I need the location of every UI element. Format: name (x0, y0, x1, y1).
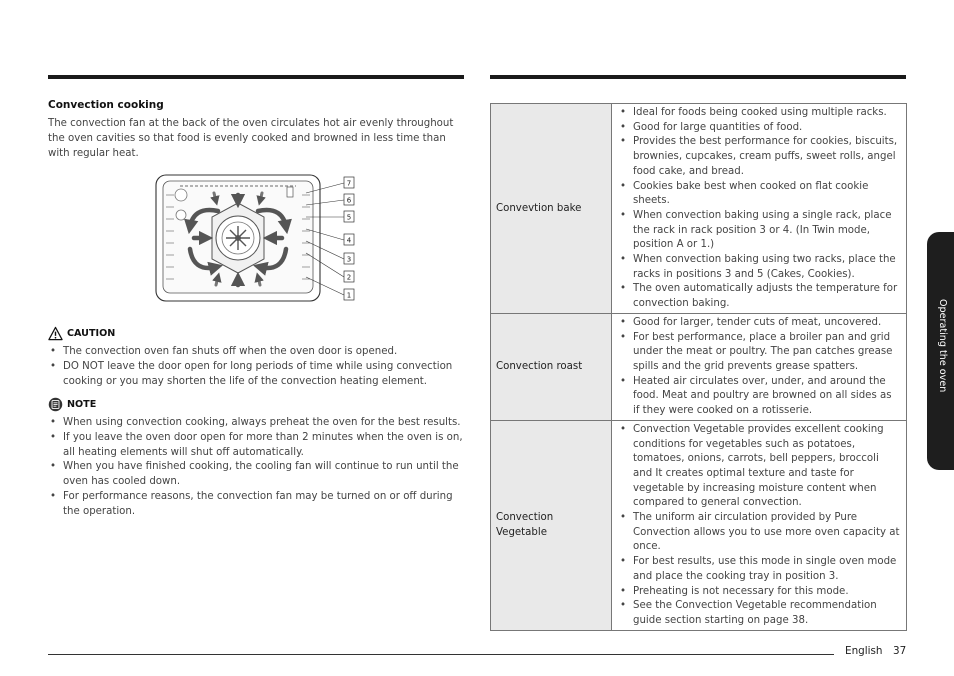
list-item: • For best performance, place a broiler pan and grid under the meat or poultry. The pan catches grease spills and the grid prevents grease spatters. (618, 331, 900, 375)
rack-position-labels (344, 177, 354, 300)
list-item: • Good for larger, tender cuts of meat, uncovered. (618, 316, 900, 331)
note-item: • When using convection cooking, always preheat the oven for the best results. (48, 416, 466, 431)
mode-name-cell: Convection Vegetable (491, 420, 612, 630)
table-row (491, 420, 907, 630)
warning-triangle-icon (48, 326, 63, 341)
note-list (48, 416, 466, 520)
list-item: • Heated air circulates over, under, and around the food. Meat and poultry are browned on all sides as if they were cooked on a rotisserie. (618, 375, 900, 419)
caution-item: • DO NOT leave the door open for long periods of time while using convection cooking or you may shorten the life of the convection heating element. (48, 360, 466, 390)
mode-feature-list (618, 316, 900, 419)
rack-label-5: 5 (346, 213, 352, 222)
rack-label-3: 3 (346, 255, 352, 264)
top-rule-left (48, 75, 464, 79)
list-item: • When convection baking using two racks, place the racks in positions 3 and 5 (Cakes, Cookies). (618, 253, 900, 282)
list-item: • Convection Vegetable provides excellent cooking conditions for vegetables such as potatoes, tomatoes, onions, carrots, bell peppers, broccoli and It creates optimal texture and taste for vegetable by increasing moisture content when compared to general convection. (618, 423, 900, 511)
intro-section (48, 99, 466, 161)
list-item: • Cookies bake best when cooked on flat cookie sheets. (618, 180, 900, 209)
caution-section (48, 326, 466, 389)
note-section (48, 397, 466, 520)
list-item: • See the Convection Vegetable recommendation guide section starting on page 38. (618, 599, 900, 628)
list-item: • The oven automatically adjusts the temperature for convection baking. (618, 282, 900, 311)
list-item: • Good for large quantities of food. (618, 121, 900, 136)
rack-label-1: 1 (346, 291, 352, 300)
note-icon (48, 397, 63, 412)
mode-feature-list (618, 423, 900, 629)
rack-label-6: 6 (346, 196, 352, 205)
caution-heading: CAUTION (67, 328, 116, 339)
mode-description-cell (612, 420, 907, 630)
footer-rule (48, 654, 834, 655)
oven-convection-diagram (154, 173, 360, 303)
mode-name-cell: Convection roast (491, 313, 612, 420)
rack-label-7: 7 (346, 179, 352, 188)
section-title: Convection cooking (48, 99, 164, 111)
note-item: • If you leave the oven door open for more than 2 minutes when the oven is on, all heating elements will shut off automatically. (48, 431, 466, 461)
rack-label-4: 4 (346, 236, 352, 245)
top-rule-right (490, 75, 906, 79)
table-row (491, 104, 907, 314)
note-heading: NOTE (67, 399, 97, 410)
caution-list (48, 345, 466, 389)
mode-description-cell (612, 104, 907, 314)
rack-label-2: 2 (346, 273, 352, 282)
page-number: 37 (893, 645, 907, 657)
chapter-side-tab-label: Operating the oven (937, 299, 948, 393)
list-item: • Ideal for foods being cooked using multiple racks. (618, 106, 900, 121)
mode-feature-list (618, 106, 900, 312)
caution-heading-row (48, 326, 466, 341)
convection-mode-table (490, 103, 907, 631)
caution-item: • The convection oven fan shuts off when the oven door is opened. (48, 345, 466, 360)
table-row (491, 313, 907, 420)
list-item: • Preheating is not necessary for this mode. (618, 585, 900, 600)
list-item: • Provides the best performance for cookies, biscuits, brownies, cupcakes, cream puffs, sweet rolls, angel food cake, and bread. (618, 135, 900, 179)
footer-language: English (845, 645, 883, 657)
note-item: • For performance reasons, the convection fan may be turned on or off during the operation. (48, 490, 466, 520)
list-item: • When convection baking using a single rack, place the rack in rack position 3 or 4. (In Twin mode, position A or 1.) (618, 209, 900, 253)
intro-paragraph: The convection fan at the back of the oven circulates hot air evenly throughout the oven cavities so that food is evenly cooked and browned in less time than with regular heat. (48, 118, 454, 159)
note-item: • When you have finished cooking, the cooling fan will continue to run until the oven has cooled down. (48, 460, 466, 490)
note-heading-row (48, 397, 466, 412)
chapter-side-tab[interactable] (927, 232, 954, 470)
mode-name-cell: Convevtion bake (491, 104, 612, 314)
mode-description-cell (612, 313, 907, 420)
list-item: • The uniform air circulation provided by Pure Convection allows you to use more oven capacity at once. (618, 511, 900, 555)
list-item: • For best results, use this mode in single oven mode and place the cooking tray in position 3. (618, 555, 900, 584)
